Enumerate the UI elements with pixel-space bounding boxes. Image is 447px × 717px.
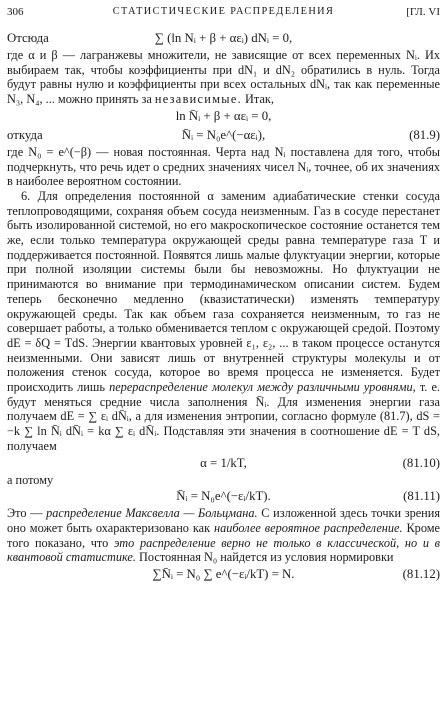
equation-number: (81.11) <box>403 489 440 504</box>
italic-emphasis: это распределение верно не только в классической, но и в квантовой статистике. <box>7 535 441 565</box>
equation-formula: N̄ᵢ = N₀e^(−εᵢ/kT). <box>176 489 271 504</box>
equation-number: (81.12) <box>402 567 440 582</box>
spaced-emphasis: независимые. <box>154 92 242 107</box>
paragraph-therefore <box>7 473 440 488</box>
paragraph-text: где N₀ = e^(−β) — новая постоянная. Черта над Nᵢ поставлена для того, чтобы подчеркнуть, что речь идет о средних значениях чисел Nᵢ, точнее, об их значениях в наиболее вероятном состоянии. <box>7 144 440 189</box>
equation-number: (81.9) <box>409 127 440 142</box>
paragraph-tail: т. е. будут меняться средние числа заполнения N̄ᵢ. Для изменения энергии газа получаем dE = ∑ εᵢ dN̄ᵢ, а для изменения энтропии, согласно формуле (81.7), dS = −k ∑ ln N̄ᵢ dN̄ᵢ = kα ∑ εᵢ dN̄ᵢ. Подставляя эти значения в соотношение dE = T dS, получаем <box>7 380 440 453</box>
paragraph-section-6 <box>7 189 440 454</box>
equation-formula: ∑N̄ᵢ = N₀ ∑ e^(−εᵢ/kT) = N. <box>152 567 295 582</box>
equation-81-9 <box>7 126 440 145</box>
equation-formula: ln N̄ᵢ + β + αεᵢ = 0, <box>175 108 272 123</box>
paragraph-multipliers <box>7 48 440 107</box>
equation-formula: ∑ (ln Nᵢ + β + αεᵢ) dNᵢ = 0, <box>154 31 293 45</box>
paragraph-text: 6. Для определения постоянной α заменим адиабатические стенки сосуда теплопроводящими, сохраняя объем сосуда неизменным. Газ в сосуде перестанет быть изолированной системой, но его макроскопическое состояние останется тем же, если только температура окружающей среды равна температуре газа T и поддерживается постоянной. Появятся лишь малые флуктуации энергии, которые при полной изоляции системы были бы невозможны. Но флуктуации не принимаются во внимание при термодинамическом описании систем. Будем теперь бесконечно медленно (квазистатически) изменять температуру окружающей среды. Так как объем газа сохраняется неизменным, то газ не совершает работы, а только обменивается теплом с окружающей средой. Поэтому dE = δQ = TdS. Энергии квантовых уровней ε₁, ε₂, ... в таком процессе останутся неизменными. Они зависят лишь от внутренней структуры молекулы и от положения стенок сосуда, которое во время процесса не изменяется. Будет происходить лишь <box>7 188 440 395</box>
paragraph-text: С изложенной здесь точки зрения оно может быть охарактеризовано как <box>7 506 440 535</box>
equation-number: (81.10) <box>402 455 440 470</box>
equation-formula: α = 1/kT, <box>200 455 247 470</box>
italic-emphasis: перераспределение молекул между различными уровнями, <box>109 380 416 395</box>
equation-formula: N̄ᵢ = N₀e^(−αεᵢ), <box>181 127 266 142</box>
paragraph-text: где α и β — лагранжевы множители, не зависящие от всех переменных Nᵢ. Их выбираем так, чтобы коэффициенты при dN₁ и dN₂ обратились в нуль. Тогда будут равны нулю и коэффициенты при всех остальных dNᵢ, так как переменные N₃, N₄, ... можно принять за <box>7 48 440 107</box>
paragraph-text: Это — <box>7 506 43 521</box>
paragraph-maxwell-boltzmann <box>7 506 440 565</box>
italic-emphasis: наиболее вероятное распределение. <box>214 520 403 535</box>
equation-81-12 <box>7 565 440 584</box>
equation-log <box>7 107 440 126</box>
italic-emphasis: распределение Максвелла — Больцмана. <box>46 506 258 521</box>
paragraph-constant <box>7 145 440 189</box>
equation-81-10 <box>7 454 440 473</box>
running-title: СТАТИСТИЧЕСКИЕ РАСПРЕДЕЛЕНИЯ <box>112 6 335 17</box>
equation-lead: Отсюда <box>7 31 49 45</box>
page-header <box>7 6 440 24</box>
paragraph-tail: Итак, <box>245 92 274 107</box>
equation-lagrange <box>7 29 440 48</box>
paragraph-text: Кроме того показано, что <box>7 520 440 550</box>
page-number: 306 <box>7 6 24 18</box>
equation-lead: откуда <box>7 127 43 142</box>
chapter-label: [ГЛ. VI <box>406 6 440 18</box>
paragraph-text: Постоянная N₀ найдется из условия нормировки <box>139 550 394 565</box>
paragraph-text: а потому <box>7 472 54 487</box>
equation-81-11 <box>7 487 440 506</box>
